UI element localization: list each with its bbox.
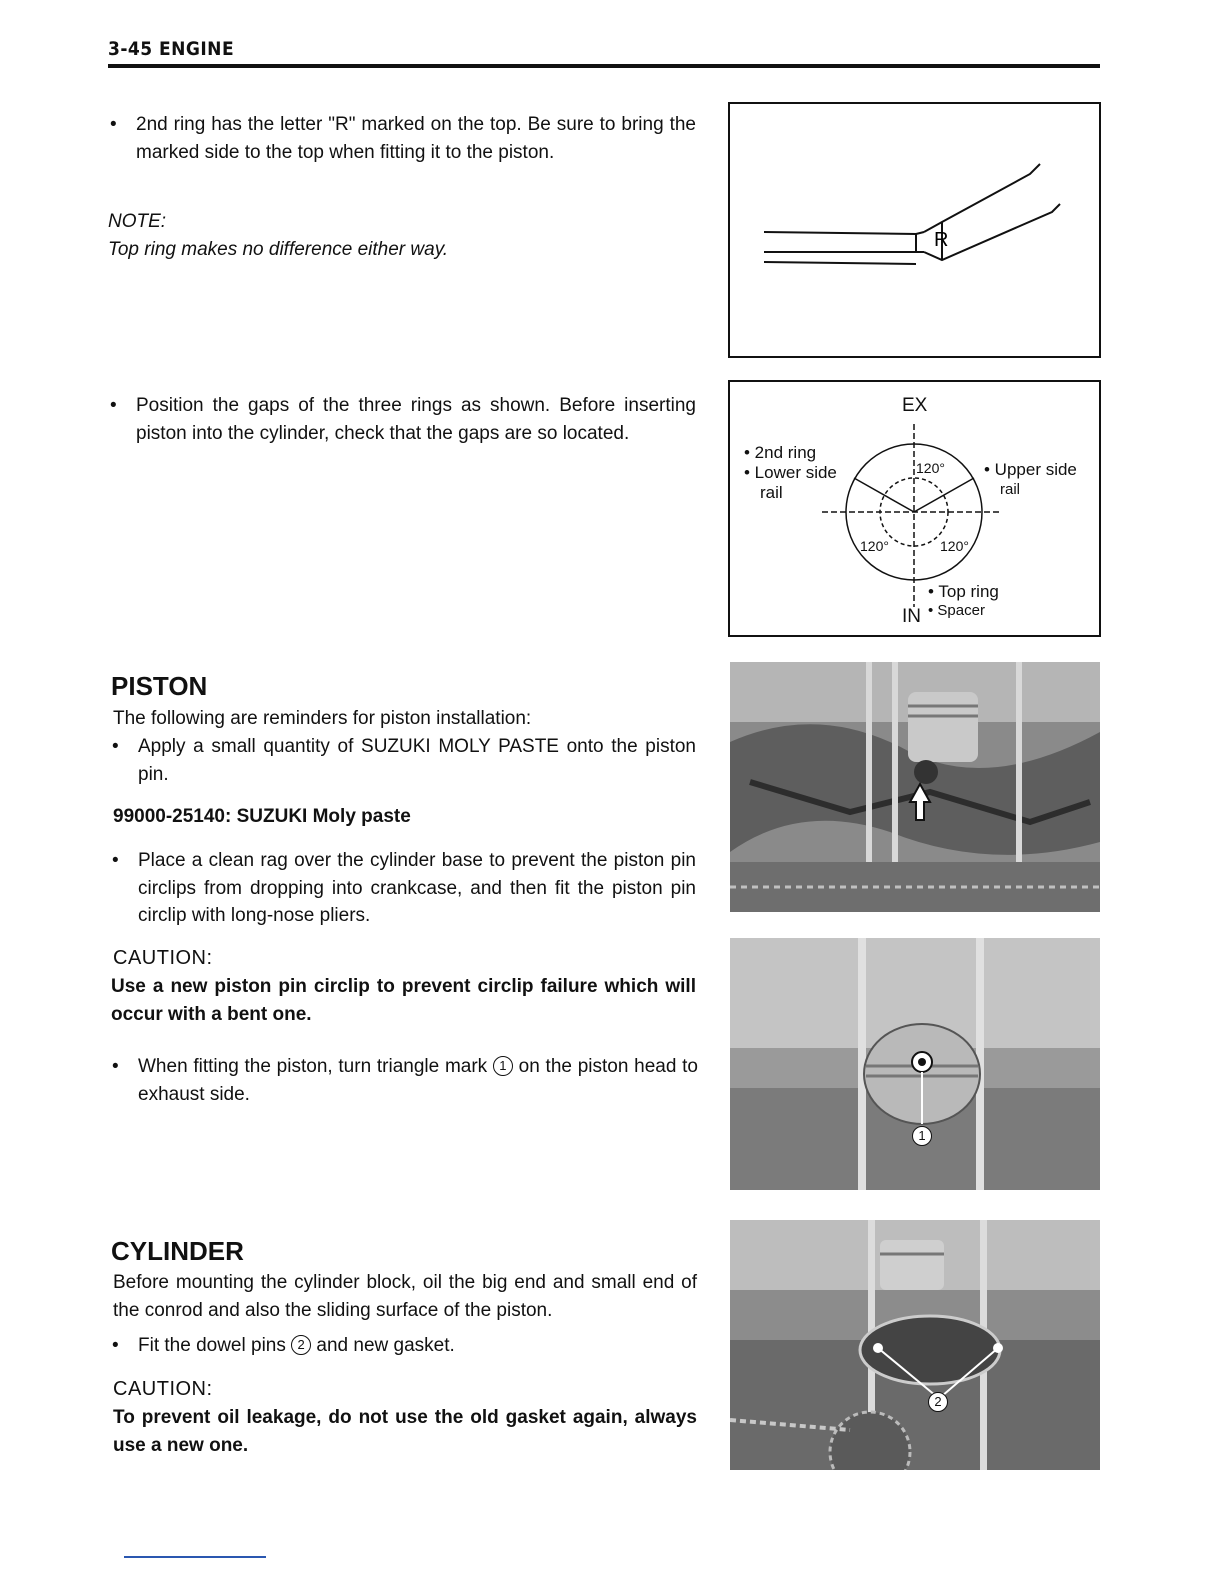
ring-gap-diagram xyxy=(728,380,1101,637)
piston-bullet-3-text-b: on the piston head to exhaust side. xyxy=(138,1056,699,1105)
diagram-bottom-label-1: • Top ring xyxy=(928,582,999,601)
photo-piston-pin xyxy=(730,662,1100,912)
diagram-angle-left: 120° xyxy=(860,538,889,554)
ring-r-letter: R xyxy=(934,229,949,251)
bullet-dot: • xyxy=(112,1335,119,1356)
bullet-dot: • xyxy=(112,736,119,757)
photo-callout-1: 1 xyxy=(912,1126,932,1146)
photo-dowel-pins-drawing xyxy=(730,1220,1100,1470)
diagram-right-label-1: • Upper side xyxy=(984,460,1077,479)
bullet-dot: • xyxy=(110,395,117,416)
diagram-bottom-label-2: • Spacer xyxy=(928,602,985,619)
ring-r-figure xyxy=(728,102,1101,358)
piston-caution-label: CAUTION: xyxy=(113,947,213,969)
footer-rule xyxy=(124,1556,266,1558)
callout-1-badge: 1 xyxy=(493,1056,513,1076)
cylinder-bullet-text-a: Fit the dowel pins xyxy=(138,1335,286,1356)
page-header: 3-45 ENGINE xyxy=(108,38,235,60)
piston-part-number: 99000-25140: SUZUKI Moly paste xyxy=(113,806,411,827)
photo-piston-mark xyxy=(730,938,1100,1190)
diagram-left-label-2: • Lower side xyxy=(744,463,837,482)
bullet-dot: • xyxy=(110,114,117,135)
piston-intro: The following are reminders for piston installation: xyxy=(113,708,532,729)
diagram-right-label-2: rail xyxy=(1000,481,1021,498)
photo-dowel-pins xyxy=(730,1220,1100,1470)
piston-heading: PISTON xyxy=(111,671,208,701)
cylinder-bullet-text-b: and new gasket. xyxy=(316,1335,455,1356)
cylinder-caution-label: CAUTION: xyxy=(113,1378,213,1400)
photo-piston-pin-drawing xyxy=(730,662,1100,912)
ring-r-illustration xyxy=(730,104,1099,356)
diagram-left-label-1: • 2nd ring xyxy=(744,443,817,462)
photo-piston-mark-drawing xyxy=(730,938,1100,1190)
diagram-angle-right: 120° xyxy=(940,538,969,554)
ring-mark-text: 2nd ring has the letter "R" marked on the top. Be sure to bring the marked side to the top when fitting it to the piston. xyxy=(136,114,696,163)
callout-2-badge: 2 xyxy=(291,1335,311,1355)
piston-bullet-3-text-a: When fitting the piston, turn triangle mark xyxy=(138,1056,488,1077)
diagram-left-label-3: rail xyxy=(760,483,783,502)
bullet-dot: • xyxy=(112,1056,119,1077)
cylinder-heading: CYLINDER xyxy=(111,1236,244,1266)
note-text: Top ring makes no difference either way. xyxy=(108,239,449,260)
diagram-ex-label: EX xyxy=(902,395,928,416)
piston-caution-text: Use a new piston pin circlip to prevent circlip failure which will occur with a bent one. xyxy=(111,976,696,1025)
ring-gaps-text: Position the gaps of the three rings as shown. Before inserting piston into the cylinder, check that the gaps are so located. xyxy=(136,395,696,444)
note-label: NOTE: xyxy=(108,211,167,232)
piston-bullet-2-text: Place a clean rag over the cylinder base to prevent the piston pin circlips from dropping into crankcase, and then fit the piston pin circlip with long-nose pliers. xyxy=(138,850,696,926)
piston-bullet-1-text: Apply a small quantity of SUZUKI MOLY PASTE onto the piston pin. xyxy=(138,736,696,785)
cylinder-intro: Before mounting the cylinder block, oil the big end and small end of the conrod and also the sliding surface of the piston. xyxy=(113,1272,697,1321)
diagram-angle-top: 120° xyxy=(916,460,945,476)
cylinder-caution-text: To prevent oil leakage, do not use the old gasket again, always use a new one. xyxy=(113,1407,697,1456)
photo-callout-2: 2 xyxy=(928,1392,948,1412)
diagram-in-label: IN xyxy=(902,606,921,627)
ring-gap-drawing xyxy=(730,382,1099,635)
bullet-dot: • xyxy=(112,850,119,871)
header-rule xyxy=(108,64,1100,68)
